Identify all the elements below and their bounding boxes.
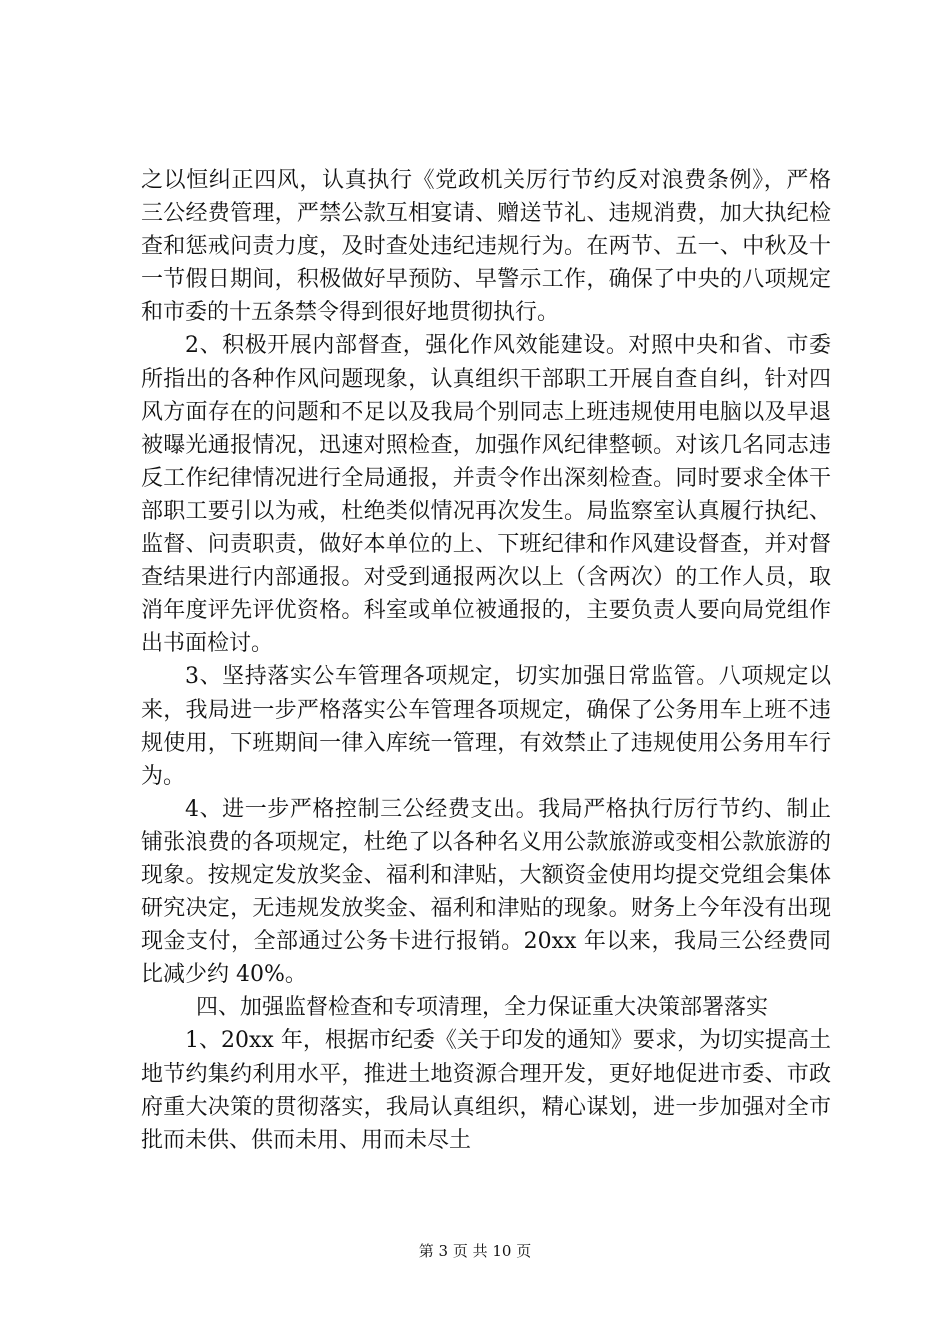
document-body bbox=[141, 164, 831, 1157]
page-footer: 第 3 页 共 10 页 bbox=[418, 1242, 532, 1260]
paragraph-item-4: 4、进一步严格控制三公经费支出。我局严格执行厉行节约、制止铺张浪费的各项规定，杜绝了以各种名义用公款旅游或变相公款旅游的现象。按规定发放奖金、福利和津贴，大额资金使用均提交党组会集体研究决定，无违规发放奖金、福利和津贴的现象。财务上今年没有出现现金支付，全部通过公务卡进行报销。20xx 年以来，我局三公经费同比减少约 40%。 bbox=[141, 796, 831, 988]
paragraph-item-3: 3、坚持落实公车管理各项规定，切实加强日常监管。八项规定以来，我局进一步严格落实公车管理各项规定，确保了公务用车上班不违规使用，下班期间一律入库统一管理，有效禁止了违规使用公务用车行为。 bbox=[141, 664, 831, 789]
section-heading-4: 四、加强监督检查和专项清理，全力保证重大决策部署落实 bbox=[196, 995, 769, 1021]
paragraph-continuation: 之以恒纠正四风，认真执行《党政机关厉行节约反对浪费条例》，严格三公经费管理，严禁公款互相宴请、赠送节礼、违规消费，加大执纪检查和惩戒问责力度，及时查处违纪违规行为。在两节、五一、中秋及十一节假日期间，积极做好早预防、早警示工作，确保了中央的八项规定和市委的十五条禁令得到很好地贯彻执行。 bbox=[141, 168, 831, 326]
paragraph-section-4-item-1: 1、20xx 年，根据市纪委《关于印发的通知》要求，为切实提高土地节约集约利用水平，推进土地资源合理开发，更好地促进市委、市政府重大决策的贯彻落实，我局认真组织，精心谋划，进一步加强对全市批而未供、供而未用、用而未尽土 bbox=[141, 1028, 831, 1153]
paragraph-item-2: 2、积极开展内部督查，强化作风效能建设。对照中央和省、市委所指出的各种作风问题现象，认真组织干部职工开展自查自纠，针对四风方面存在的问题和不足以及我局个别同志上班违规使用电脑以及早退被曝光通报情况，迅速对照检查，加强作风纪律整顿。对该几名同志违反工作纪律情况进行全局通报，并责令作出深刻检查。同时要求全体干部职工要引以为戒，杜绝类似情况再次发生。局监察室认真履行执纪、监督、问责职责，做好本单位的上、下班纪律和作风建设督查，并对督查结果进行内部通报。对受到通报两次以上（含两次）的工作人员，取消年度评先评优资格。科室或单位被通报的，主要负责人要向局党组作出书面检讨。 bbox=[141, 333, 831, 657]
